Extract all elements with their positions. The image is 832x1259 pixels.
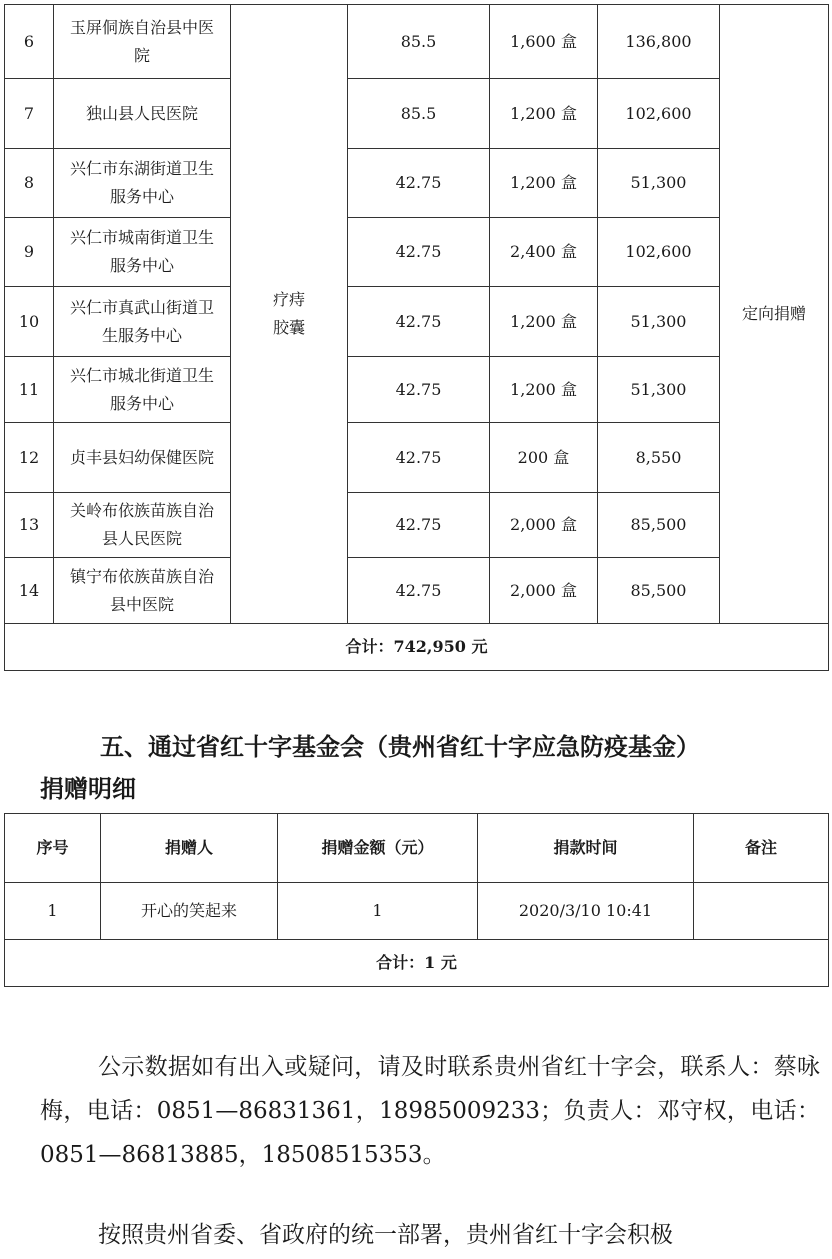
quantity: 2,400 盒 bbox=[490, 218, 598, 287]
table-row bbox=[5, 357, 829, 423]
unit-price: 85.5 bbox=[348, 79, 490, 149]
institution-name: 兴仁市城南街道卫生服务中心 bbox=[54, 218, 231, 287]
institution-name: 兴仁市东湖街道卫生服务中心 bbox=[54, 149, 231, 218]
amount: 51,300 bbox=[598, 287, 720, 357]
donation-type: 定向捐赠 bbox=[720, 5, 829, 624]
total-text: 合计：1 元 bbox=[5, 940, 829, 987]
row-number: 8 bbox=[5, 149, 54, 218]
contact-text: 公示数据如有出入或疑问，请及时联系贵州省红十字会，联系人：蔡咏梅，电话：0851—86831361，18985009233；负责人：邓守权，电话：0851—86813885，18508515353。 bbox=[40, 1054, 820, 1168]
table-row bbox=[5, 423, 829, 493]
header-time: 捐款时间 bbox=[478, 814, 694, 883]
institution-name: 兴仁市城北街道卫生服务中心 bbox=[54, 357, 231, 423]
quantity: 2,000 盒 bbox=[490, 558, 598, 624]
donation-time: 2020/3/10 10:41 bbox=[478, 883, 694, 940]
quantity: 1,600 盒 bbox=[490, 5, 598, 79]
contact-paragraph bbox=[40, 1045, 820, 1177]
donation-note bbox=[694, 883, 829, 940]
table-row bbox=[5, 558, 829, 624]
table-row bbox=[5, 883, 829, 940]
unit-price: 42.75 bbox=[348, 287, 490, 357]
table-row bbox=[5, 218, 829, 287]
row-number: 14 bbox=[5, 558, 54, 624]
fund-donation-table bbox=[4, 813, 829, 987]
quantity: 1,200 盒 bbox=[490, 149, 598, 218]
quantity: 2,000 盒 bbox=[490, 493, 598, 558]
donation-amount: 1 bbox=[278, 883, 478, 940]
institution-name: 玉屏侗族自治县中医院 bbox=[54, 5, 231, 79]
amount: 85,500 bbox=[598, 558, 720, 624]
section-title-line1: 五、通过省红十字基金会（贵州省红十字应急防疫基金） bbox=[100, 733, 700, 761]
header-row bbox=[5, 814, 829, 883]
header-number: 序号 bbox=[5, 814, 101, 883]
amount: 102,600 bbox=[598, 218, 720, 287]
unit-price: 42.75 bbox=[348, 558, 490, 624]
quantity: 1,200 盒 bbox=[490, 79, 598, 149]
unit-price: 42.75 bbox=[348, 423, 490, 493]
donor-name: 开心的笑起来 bbox=[101, 883, 278, 940]
quantity: 1,200 盒 bbox=[490, 357, 598, 423]
total-row bbox=[5, 940, 829, 987]
amount: 85,500 bbox=[598, 493, 720, 558]
table-row bbox=[5, 287, 829, 357]
institution-name: 兴仁市真武山街道卫生服务中心 bbox=[54, 287, 231, 357]
unit-price: 85.5 bbox=[348, 5, 490, 79]
section-title-line2: 捐赠明细 bbox=[40, 775, 136, 803]
institution-name: 镇宁布依族苗族自治县中医院 bbox=[54, 558, 231, 624]
section-heading bbox=[0, 726, 832, 810]
product-name: 疗痔胶囊 bbox=[231, 5, 348, 624]
unit-price: 42.75 bbox=[348, 149, 490, 218]
row-number: 9 bbox=[5, 218, 54, 287]
row-number: 13 bbox=[5, 493, 54, 558]
row-number: 12 bbox=[5, 423, 54, 493]
unit-price: 42.75 bbox=[348, 357, 490, 423]
amount: 51,300 bbox=[598, 357, 720, 423]
row-number: 7 bbox=[5, 79, 54, 149]
header-donor: 捐赠人 bbox=[101, 814, 278, 883]
table-row bbox=[5, 79, 829, 149]
institution-name: 贞丰县妇幼保健医院 bbox=[54, 423, 231, 493]
amount: 136,800 bbox=[598, 5, 720, 79]
donation-detail-table bbox=[4, 4, 829, 671]
unit-price: 42.75 bbox=[348, 218, 490, 287]
total-text: 合计：742,950 元 bbox=[5, 624, 829, 671]
amount: 51,300 bbox=[598, 149, 720, 218]
row-number: 11 bbox=[5, 357, 54, 423]
closing-paragraph bbox=[40, 1213, 820, 1257]
quantity: 1,200 盒 bbox=[490, 287, 598, 357]
header-note: 备注 bbox=[694, 814, 829, 883]
table-row bbox=[5, 493, 829, 558]
quantity: 200 盒 bbox=[490, 423, 598, 493]
row-number: 6 bbox=[5, 5, 54, 79]
total-row bbox=[5, 624, 829, 671]
row-number: 10 bbox=[5, 287, 54, 357]
table-row bbox=[5, 5, 829, 79]
amount: 102,600 bbox=[598, 79, 720, 149]
institution-name: 关岭布依族苗族自治县人民医院 bbox=[54, 493, 231, 558]
institution-name: 独山县人民医院 bbox=[54, 79, 231, 149]
closing-text: 按照贵州省委、省政府的统一部署，贵州省红十字会积极 bbox=[98, 1222, 673, 1248]
unit-price: 42.75 bbox=[348, 493, 490, 558]
donation-number: 1 bbox=[5, 883, 101, 940]
header-amount: 捐赠金额（元） bbox=[278, 814, 478, 883]
table-row bbox=[5, 149, 829, 218]
amount: 8,550 bbox=[598, 423, 720, 493]
